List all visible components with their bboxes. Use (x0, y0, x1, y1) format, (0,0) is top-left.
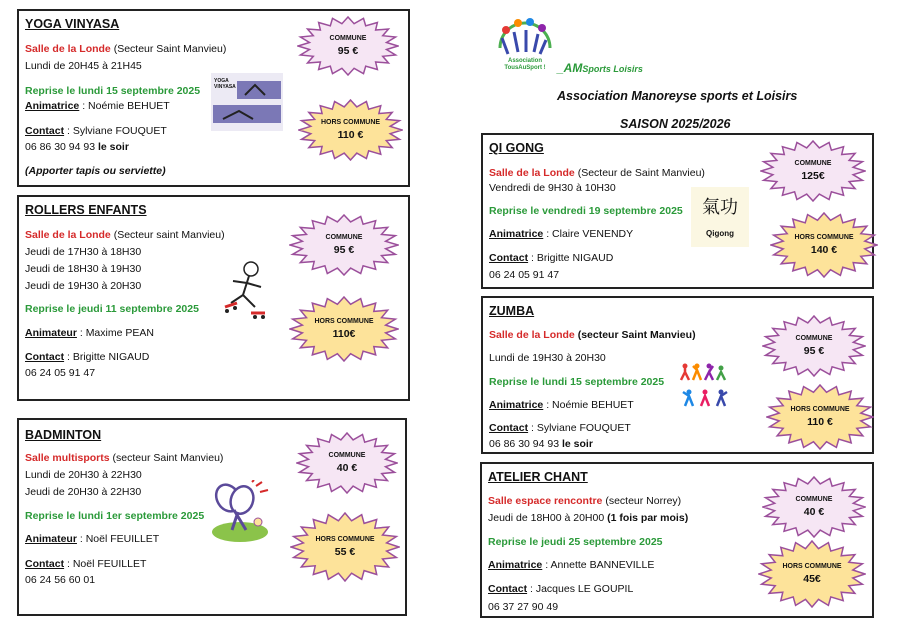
rollers-salle: Salle de la Londe (Secteur saint Manvieu) (25, 229, 225, 241)
rollers-hors-commune-price-badge: HORS COMMUNE 110€ (289, 296, 399, 362)
qigong-commune-price-badge: COMMUNE 125€ (760, 140, 866, 202)
chant-schedule: Jeudi de 18H00 à 20H00 (1 fois par mois) (488, 512, 689, 524)
yoga-note: (Apporter tapis ou serviette) (25, 165, 166, 177)
badminton-phone: 06 24 56 60 01 (25, 574, 96, 586)
badminton-contact: Contact : Noël FEUILLET (25, 558, 147, 570)
rollers-animateur: Animateur : Maxime PEAN (25, 327, 154, 339)
qigong-hors-commune-price-badge: HORS COMMUNE 140 € (770, 212, 878, 278)
yoga-schedule: Lundi de 20H45 à 21H45 (25, 60, 142, 72)
qigong-title: QI GONG (489, 141, 544, 155)
chant-contact: Contact : Jacques LE GOUPIL (488, 583, 634, 595)
rollers-contact: Contact : Brigitte NIGAUD (25, 351, 150, 363)
rollers-commune-price-badge: COMMUNE 95 € (289, 214, 399, 276)
qigong-schedule: Vendredi de 9H30 à 10H30 (489, 182, 616, 194)
yoga-commune-price-badge: COMMUNE 95 € (297, 16, 399, 76)
yoga-contact: Contact : Sylviane FOUQUET (25, 125, 167, 137)
badminton-schedule-2: Jeudi de 20H30 à 22H30 (25, 486, 142, 498)
badminton-title: BADMINTON (25, 428, 102, 442)
rollers-schedule-3: Jeudi de 19H30 à 20H30 (25, 280, 142, 292)
chant-animatrice: Animatrice : Annette BANNEVILLE (488, 559, 655, 571)
rollers-title: ROLLERS ENFANTS (25, 203, 147, 217)
qigong-reprise: Reprise le vendredi 19 septembre 2025 (489, 205, 683, 217)
chant-reprise: Reprise le jeudi 25 septembre 2025 (488, 536, 663, 548)
yoga-hors-commune-price-badge: HORS COMMUNE 110 € (298, 99, 403, 161)
yoga-phone: 06 86 30 94 93 le soir (25, 141, 129, 153)
rollers-schedule-1: Jeudi de 17H30 à 18H30 (25, 246, 142, 258)
badminton-salle: Salle multisports (secteur Saint Manvieu) (25, 452, 224, 464)
badminton-schedule-1: Lundi de 20H30 à 22H30 (25, 469, 142, 481)
zumba-reprise: Reprise le lundi 15 septembre 2025 (489, 376, 665, 388)
association-logo (492, 12, 558, 76)
yoga-image (211, 73, 283, 131)
zumba-dancers-image (675, 362, 735, 417)
am-sub: Sports Loisirs (582, 64, 643, 74)
qigong-image-label: Qigong (706, 229, 734, 238)
zumba-animatrice: Animatrice : Noémie BEHUET (489, 399, 634, 411)
zumba-salle: Salle de la Londe (secteur Saint Manvieu) (489, 329, 696, 341)
badminton-racket-image (206, 480, 272, 549)
yoga-reprise: Reprise le lundi 15 septembre 2025 (25, 85, 201, 97)
chant-commune-price-badge: COMMUNE 40 € (762, 476, 866, 538)
zumba-contact: Contact : Sylviane FOUQUET (489, 422, 631, 434)
qigong-image-chars: 氣功 (702, 197, 738, 218)
zumba-hors-commune-price-badge: HORS COMMUNE 110 € (766, 384, 874, 450)
yoga-image-label: YOGA VINYASA (214, 78, 236, 90)
association-heading: Association Manoreyse sports et Loisirs (557, 89, 798, 103)
yoga-title: YOGA VINYASA (25, 17, 120, 31)
chant-phone: 06 37 27 90 49 (488, 601, 559, 613)
rollers-schedule-2: Jeudi de 18H30 à 19H30 (25, 263, 142, 275)
yoga-animatrice: Animatrice : Noémie BEHUET (25, 100, 170, 112)
qigong-contact: Contact : Brigitte NIGAUD (489, 252, 614, 264)
roller-skater-image (215, 259, 277, 334)
rollers-reprise: Reprise le jeudi 11 septembre 2025 (25, 303, 199, 315)
chant-salle: Salle espace rencontre (secteur Norrey) (488, 495, 682, 507)
qigong-image (691, 187, 749, 247)
qigong-phone: 06 24 05 91 47 (489, 269, 560, 281)
chant-title: ATELIER CHANT (488, 470, 588, 484)
am-text: _AM (557, 61, 583, 75)
zumba-title: ZUMBA (489, 304, 535, 318)
badminton-reprise: Reprise le lundi 1er septembre 2025 (25, 510, 205, 522)
zumba-phone: 06 86 30 94 93 le soir (489, 438, 593, 450)
qigong-salle: Salle de la Londe (Secteur de Saint Manvieu) (489, 167, 705, 179)
badminton-animateur: Animateur : Noël FEUILLET (25, 533, 160, 545)
zumba-schedule: Lundi de 19H30 à 20H30 (489, 352, 606, 364)
chant-hors-commune-price-badge: HORS COMMUNE 45€ (758, 540, 866, 608)
zumba-commune-price-badge: COMMUNE 95 € (762, 315, 866, 377)
season-heading: SAISON 2025/2026 (620, 117, 731, 131)
logo-text: Association TousAuSport ! (504, 58, 546, 71)
rollers-phone: 06 24 05 91 47 (25, 367, 96, 379)
qigong-animatrice: Animatrice : Claire VENENDY (489, 228, 634, 240)
am-logo (557, 59, 643, 77)
yoga-salle: Salle de la Londe (Secteur Saint Manvieu) (25, 43, 227, 55)
badminton-commune-price-badge: COMMUNE 40 € (296, 432, 398, 494)
badminton-hors-commune-price-badge: HORS COMMUNE 55 € (290, 512, 400, 582)
